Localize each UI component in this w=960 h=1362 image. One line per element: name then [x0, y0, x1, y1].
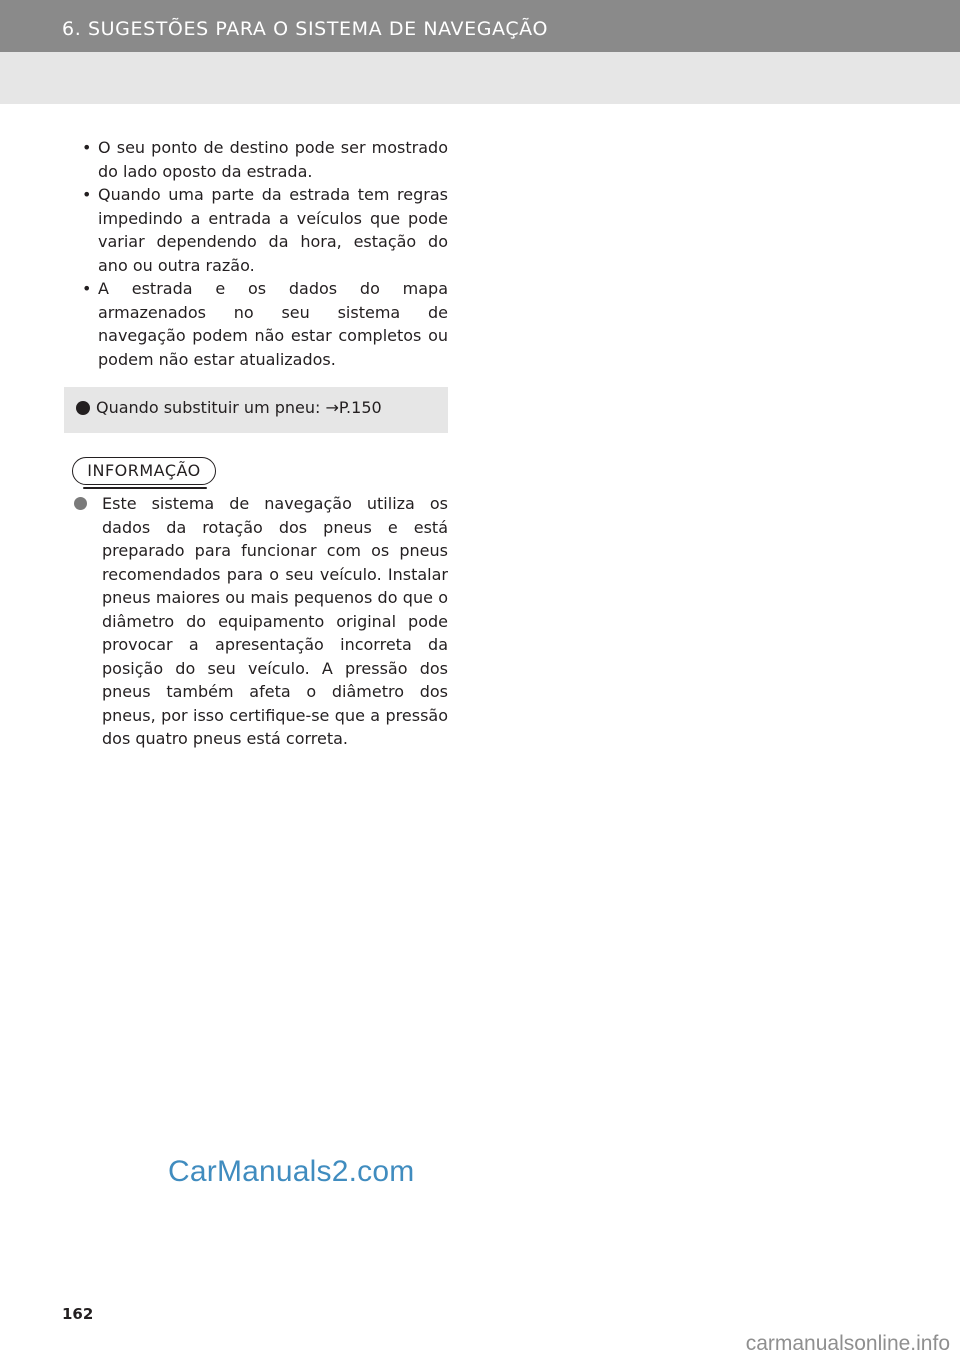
- bullet-text: Quando uma parte da estrada tem regras impedindo a entrada a veículos que pode variar dependendo da hora, estação do ano ou outra razão.: [98, 185, 448, 275]
- bullet-marker: •: [82, 185, 92, 204]
- section-header-bar: [0, 0, 960, 52]
- watermark-text: CarManuals2.com: [168, 1155, 415, 1188]
- bullet-marker: •: [82, 279, 92, 298]
- circle-bullet-icon: [76, 401, 90, 415]
- bullet-marker: •: [82, 138, 92, 157]
- section-title: 6. SUGESTÕES PARA O SISTEMA DE NAVEGAÇÃO: [62, 18, 549, 40]
- circle-bullet-icon: [74, 497, 87, 510]
- footer-watermark: carmanualsonline.info: [745, 1332, 950, 1355]
- bullet-text: O seu ponto de destino pode ser mostrado do lado oposto da estrada.: [98, 138, 448, 181]
- list-item: [74, 183, 448, 277]
- information-tag: INFORMAÇÃO: [72, 457, 216, 485]
- bullet-list: [74, 136, 448, 371]
- bullet-text: A estrada e os dados do mapa armazenados no seu sistema de navegação podem não estar completos ou podem não estar atualizados.: [98, 279, 448, 369]
- page-number: 162: [62, 1305, 94, 1323]
- list-item: [74, 136, 448, 183]
- list-item: [74, 277, 448, 371]
- information-text: Este sistema de navegação utiliza os dados da rotação dos pneus e está preparado para funcionar com os pneus recomendados para o seu veículo. Instalar pneus maiores ou mais pequenos do que o diâmetro do equipamento original pode provocar a apresentação incorreta da posição do seu veículo. A pressão dos pneus também afeta o diâmetro dos pneus, por isso certifique-se que a pressão dos quatro pneus está correta.: [102, 494, 448, 748]
- note-text: Quando substituir um pneu: →P.150: [96, 398, 382, 417]
- section-sub-bar: [0, 52, 960, 104]
- note-box: [64, 387, 448, 433]
- information-body: [74, 492, 448, 751]
- main-content: [74, 136, 448, 371]
